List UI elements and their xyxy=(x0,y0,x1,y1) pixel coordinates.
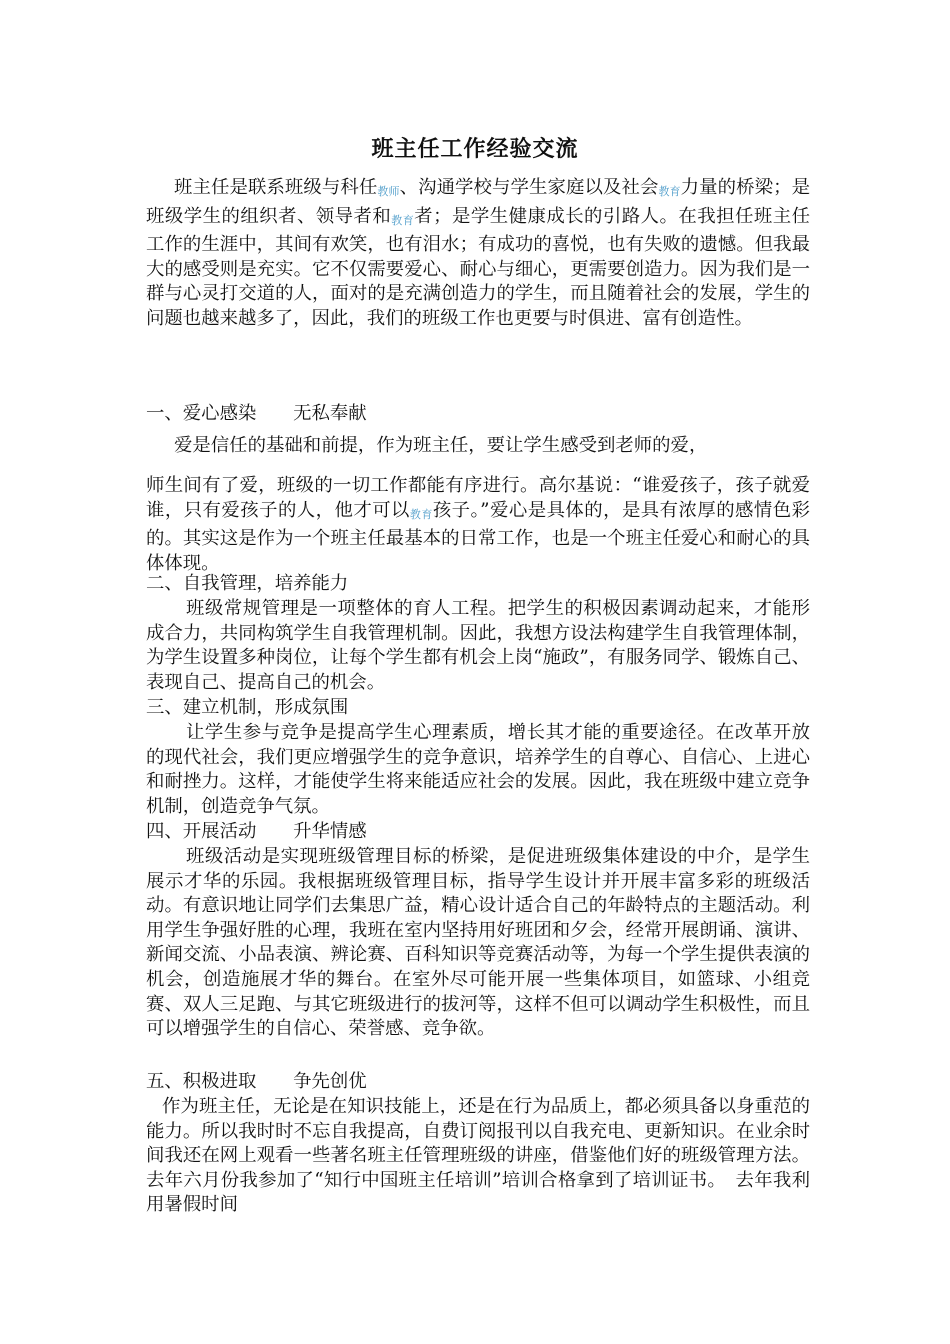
section-heading-1: 一、爱心感染 无私奉献 xyxy=(146,403,367,424)
section-5-paragraph: 作为班主任，无论是在知识技能上，还是在行为品质上，都必须具备以身重范的能力。所以我时时不忘自我提高，自费订阅报刊以自我充电、更新知识。在业余时间我还在网上观看一些著名班主任管理班级的讲座，借鉴他们好的班级管理方法。去年六月份我参加了“知行中国班主任培训”培训合格拿到了培训证书。 去年我利用暑假时间 xyxy=(146,1096,810,1216)
intro-text-3: 力量的桥梁；是班级学生的组织者、领导者和 xyxy=(146,177,810,227)
section-1-text-2: 孩子。”爱心是具体的，是具有浓厚的感情色彩的。其实这是作为一个班主任最基本的日常工作，也是一个班主任爱心和耐心的具体体现。 xyxy=(146,499,810,574)
section-4-paragraph: 班级活动是实现班级管理目标的桥梁，是促进班级集体建设的中介，是学生展示才华的乐园。我根据班级管理目标，指导学生设计并开展丰富多彩的班级活动。有意识地让同学们去集思广益，精心设计适合自己的年龄特点的主题活动。利用学生争强好胜的心理，我班在室内坚持用好班团和夕会，经常开展朗诵、演讲、新闻交流、小品表演、辨论赛、百科知识等竞赛活动等，为每一个学生提供表演的机会，创造施展才华的舞台。在室外尽可能开展一些集体项目，如篮球、小组竞赛、双人三足跑、与其它班级进行的拔河等，这样不但可以调动学生积极性，而且可以增强学生的自信心、荣誉感、竞争欲。 xyxy=(146,846,810,1040)
section-2-paragraph: 班级常规管理是一项整体的育人工程。把学生的积极因素调动起来，才能形成合力，共同构筑学生自我管理机制。因此，我想方设法构建学生自我管理体制，为学生设置多种岗位，让每个学生都有机会上岗“施政”，有服务同学、锻炼自己、表现自己、提高自己的机会。 xyxy=(146,598,810,693)
section-heading-4: 四、开展活动 升华情感 xyxy=(146,821,367,842)
education-tag: 教育 xyxy=(409,507,433,521)
section-heading-2: 二、自我管理，培养能力 xyxy=(146,573,349,594)
intro-text-2: 、沟通学校与学生家庭以及社会 xyxy=(399,177,659,198)
section-1-paragraph-line-1: 爱是信任的基础和前提，作为班主任，要让学生感受到老师的爱， xyxy=(174,435,708,456)
intro-text-4: 者；是学生健康成长的引路人。在我担任班主任工作的生涯中，其间有欢笑，也有泪水；有成功的喜悦，也有失败的遗憾。但我最大的感受则是充实。它不仅需要爱心、耐心与细心，更需要创造力。因为我们是一群与心灵打交道的人，面对的是充满创造力的学生，而且随着社会的发展，学生的问题也越来越多了，因此，我们的班级工作也更要与时俱进、富有创造性。 xyxy=(146,205,810,329)
section-3-paragraph: 让学生参与竞争是提高学生心理素质，增长其才能的重要途径。在改革开放的现代社会，我们更应增强学生的竞争意识，培养学生的自尊心、自信心、上进心和耐挫力。这样，才能使学生将来能适应社会的发展。因此，我在班级中建立竞争机制，创造竞争气氛。 xyxy=(146,722,810,817)
intro-paragraph xyxy=(146,176,810,332)
intro-text-1: 班主任是联系班级与科任 xyxy=(174,177,378,198)
document-title: 班主任工作经验交流 xyxy=(371,136,579,162)
section-1-paragraph xyxy=(146,474,810,576)
education-tag: 教育 xyxy=(391,213,415,227)
section-heading-5: 五、积极进取 争先创优 xyxy=(146,1071,367,1092)
section-1-text-1: 师生间有了爱，班级的一切工作都能有序进行。高尔基说：“谁爱孩子，孩子就爱谁，只有爱孩子的人，他才可以 xyxy=(146,475,810,521)
education-tag: 教育 xyxy=(658,185,681,198)
section-heading-3: 三、建立机制，形成氛围 xyxy=(146,697,349,718)
teacher-tag: 教师 xyxy=(377,185,400,198)
